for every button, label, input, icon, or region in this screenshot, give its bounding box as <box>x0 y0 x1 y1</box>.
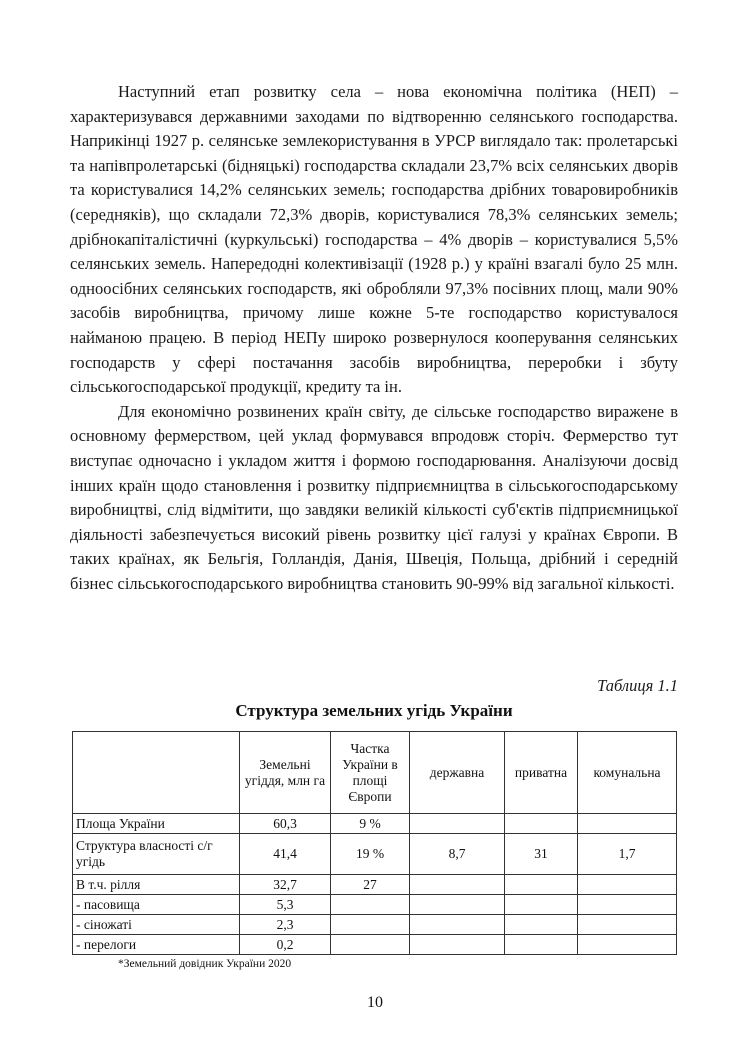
cell-share-europe <box>331 935 410 955</box>
cell-land-area: 41,4 <box>240 834 331 875</box>
cell-communal: 1,7 <box>578 834 677 875</box>
cell-state <box>410 875 505 895</box>
cell-communal <box>578 814 677 834</box>
table-row <box>73 915 677 935</box>
cell-private <box>505 915 578 935</box>
row-label: В т.ч. рілля <box>73 875 240 895</box>
cell-communal <box>578 915 677 935</box>
header-private: приватна <box>505 732 578 814</box>
cell-share-europe <box>331 915 410 935</box>
cell-land-area: 0,2 <box>240 935 331 955</box>
cell-state <box>410 915 505 935</box>
cell-share-europe: 27 <box>331 875 410 895</box>
land-structure-table <box>72 731 677 955</box>
cell-land-area: 5,3 <box>240 895 331 915</box>
cell-land-area: 2,3 <box>240 915 331 935</box>
cell-share-europe: 19 % <box>331 834 410 875</box>
cell-state <box>410 895 505 915</box>
cell-share-europe: 9 % <box>331 814 410 834</box>
row-label: Площа України <box>73 814 240 834</box>
cell-land-area: 32,7 <box>240 875 331 895</box>
cell-private <box>505 814 578 834</box>
paragraph-nep: Наступний етап розвитку села – нова економічна політика (НЕП) – характеризувався державними заходами по відтворенню селянського господарства. Наприкінці 1927 р. селянське землекористування в УРСР виглядало так: пролетарські та напівпролетарські (бідняцькі) господарства складали 23,7% всіх селянських дворів та користувалися 14,2% селянських земель; господарства дрібних товаровиробників (середняків), що складали 72,3% дворів, користувалися 78,3% селянських земель; дрібнокапіталістичні (куркульські) господарства – 4% дворів – користувалися 5,5% селянських земель. Напередодні колективізації (1928 р.) у країні взагалі було 25 млн. одноосібних селянських господарств, які обробляли 97,3% посівних площ, мали 90% засобів виробництва, причому лише кожне 5-те господарство користувалося найманою працею. В період НЕПу широко розвернулося кооперування селянських господарств у сфері постачання засобів виробництва, переробки і збуту сільськогосподарської продукції, кредиту та ін. <box>70 82 678 397</box>
body-text <box>70 80 678 596</box>
page-number: 10 <box>367 994 383 1011</box>
header-land-area: Земельні угіддя, млн га <box>240 732 331 814</box>
header-communal: комунальна <box>578 732 677 814</box>
header-empty <box>73 732 240 814</box>
row-label: - пасовища <box>73 895 240 915</box>
cell-state <box>410 814 505 834</box>
row-label: - сіножаті <box>73 915 240 935</box>
cell-private: 31 <box>505 834 578 875</box>
paragraph-europe: Для економічно розвинених країн світу, де сільське господарство виражене в основному фермерством, цей уклад формувався впродовж сторіч. Фермерство тут виступає одночасно і укладом життя і формою господарювання. Аналізуючи досвід інших країн щодо становлення і розвитку підприємництва в сільськогосподарському виробництві, слід відмітити, що завдяки великій кількості суб'єктів підприємницької діяльності забезпечується високий рівень розвитку цієї галузі у країнах Європи. В таких країнах, як Бельгія, Голландія, Данія, Швеція, Польща, дрібний і середній бізнес сільськогосподарського виробництва становить 90-99% від загальної кількості. <box>70 401 678 593</box>
cell-private <box>505 895 578 915</box>
table-row <box>73 814 677 834</box>
header-share-europe: Частка України в площі Європи <box>331 732 410 814</box>
cell-state: 8,7 <box>410 834 505 875</box>
table-row <box>73 875 677 895</box>
cell-communal <box>578 875 677 895</box>
table-row <box>73 834 677 875</box>
cell-share-europe <box>331 895 410 915</box>
table-title: Структура земельних угідь України <box>235 701 513 720</box>
cell-private <box>505 935 578 955</box>
cell-private <box>505 875 578 895</box>
row-label: - перелоги <box>73 935 240 955</box>
table-row <box>73 895 677 915</box>
header-state: державна <box>410 732 505 814</box>
table-header-row <box>73 732 677 814</box>
cell-state <box>410 935 505 955</box>
cell-communal <box>578 895 677 915</box>
row-label: Структура власності с/г угідь <box>73 834 240 875</box>
cell-land-area: 60,3 <box>240 814 331 834</box>
cell-communal <box>578 935 677 955</box>
table-footnote: *Земельний довідник України 2020 <box>118 958 292 970</box>
table-caption: Таблиця 1.1 <box>597 676 678 695</box>
table-row <box>73 935 677 955</box>
